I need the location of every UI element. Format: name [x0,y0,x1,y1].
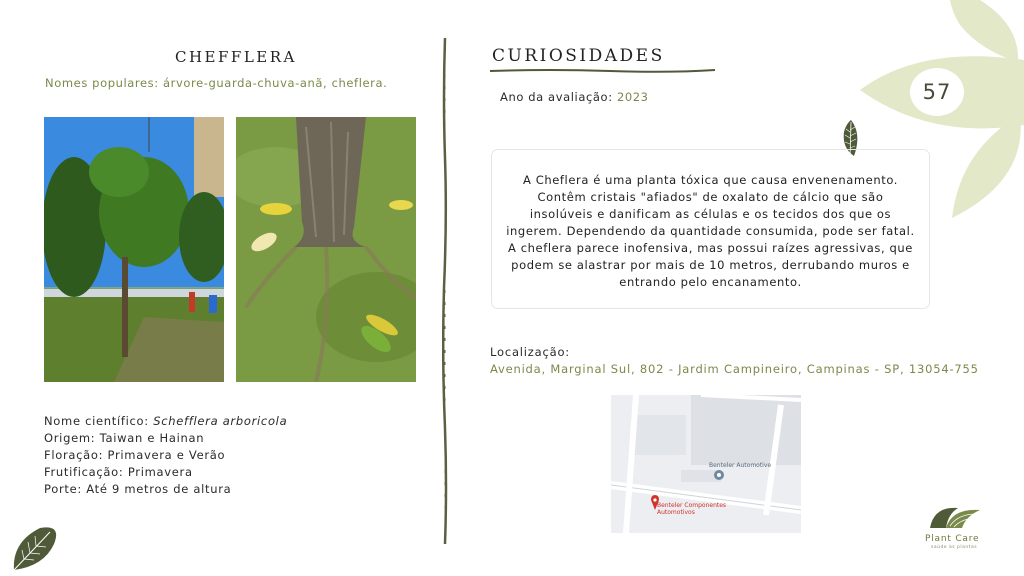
plant-care-logo [928,502,982,532]
location-address: Avenida, Marginal Sul, 802 - Jardim Campineiro, Campinas - SP, 13054-755 [490,362,979,376]
curiosities-text: A Cheflera é uma planta tóxica que causa envenenamento. Contêm cristais "afiados" de oxalato de cálcio que são insolúveis e danificam as células e os tecidos dos que os ingerem. Dependendo da quantidade consumida, pode ser fatal. A cheflera parece inofensiva, mas possui raízes agressivas, que podem se alastrar por mais de 10 metros, derrubando muros e entrando pelo encanamento. [506,173,915,289]
year-label: Ano da avaliação: [500,90,613,104]
vertical-divider [442,38,448,544]
map-place-label: Benteler Automotive [709,462,772,469]
scientific-name-value: Schefflera arboricola [153,414,288,428]
leaf-icon [10,522,60,572]
origin-row: Origem: Taiwan e Hainan [44,431,205,445]
popular-names: Nomes populares: árvore-guarda-chuva-anã, cheflera. [45,76,388,90]
page-number: 57 [910,68,964,116]
title-underline [490,68,715,74]
curiosities-title: CURIOSIDADES [492,46,665,66]
brand-tagline: saúde às plantas [931,545,978,550]
map-place-label: Benteler Componentes Automotivos [657,502,727,516]
year-value: 2023 [616,90,649,104]
curiosities-card [491,149,930,309]
flowering-row: Floração: Primavera e Verão [44,448,226,462]
location-label: Localização: [490,345,570,359]
plant-title: CHEFFLERA [175,48,297,66]
brand-name: Plant Care [925,534,980,544]
tree-photo [44,117,224,382]
fruiting-row: Frutificação: Primavera [44,465,193,479]
scientific-name-row [44,413,287,430]
scientific-name-label: Nome científico: [44,414,149,428]
plant-facts [44,413,287,498]
trunk-photo [236,117,416,382]
size-row: Porte: Até 9 metros de altura [44,482,232,496]
evaluation-year [500,90,649,104]
